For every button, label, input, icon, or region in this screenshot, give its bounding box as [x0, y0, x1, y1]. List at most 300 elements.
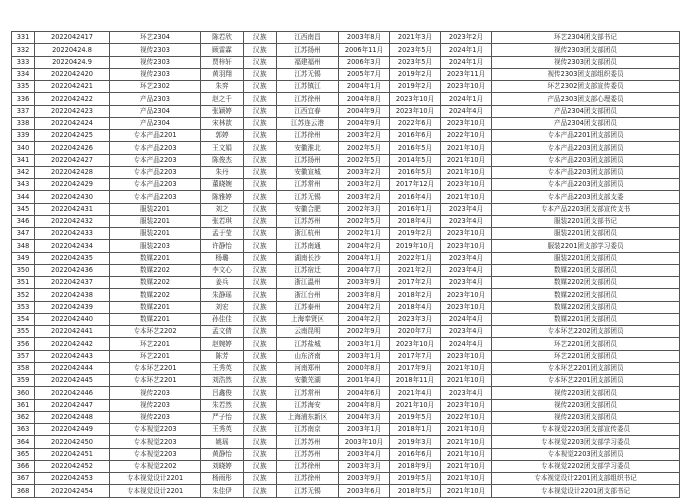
table-cell: 刘浩然: [201, 375, 244, 387]
table-row: [12, 277, 680, 289]
table-cell: 郭婷: [201, 130, 244, 142]
table-cell: 宋林歆: [201, 117, 244, 129]
table-cell: 杨璐: [201, 252, 244, 264]
table-cell: 2022年6月: [390, 117, 441, 129]
table-cell: 352: [12, 289, 35, 301]
table-row: [12, 56, 680, 68]
table-row: [12, 105, 680, 117]
table-cell: 2002年5月: [339, 142, 390, 154]
table-row: [12, 473, 680, 485]
table-cell: 2022042435: [35, 252, 110, 264]
table-cell: 环艺2201: [110, 350, 201, 362]
table-cell: 服装2201: [110, 203, 201, 215]
table-cell: 汉族: [244, 277, 277, 289]
table-cell: 环艺2201团支部团员: [492, 350, 680, 362]
table-row: [12, 387, 680, 399]
table-cell: 2003年10月: [339, 436, 390, 448]
table-cell: 351: [12, 277, 35, 289]
table-cell: 朱若然: [201, 399, 244, 411]
table-cell: 2023年10月: [441, 228, 492, 240]
table-cell: 专本产品2201: [110, 130, 201, 142]
table-cell: 朱静瑶: [201, 289, 244, 301]
table-cell: 2022042444: [35, 362, 110, 374]
table-cell: 汉族: [244, 264, 277, 276]
table-cell: 江苏南通: [277, 240, 339, 252]
table-row: [12, 154, 680, 166]
table-cell: 2022042441: [35, 326, 110, 338]
table-cell: 江苏无锡: [277, 485, 339, 497]
table-cell: 2023年10月: [441, 301, 492, 313]
table-cell: 2003年2月: [339, 130, 390, 142]
table-cell: 2021年10月: [441, 166, 492, 178]
table-cell: 朱丹: [201, 166, 244, 178]
table-cell: 340: [12, 142, 35, 154]
table-cell: 2004年6月: [339, 387, 390, 399]
table-cell: 2023年10月: [390, 338, 441, 350]
table-cell: 2018年4月: [390, 301, 441, 313]
table-cell: 数媒2202团支部团员: [492, 289, 680, 301]
table-cell: 陈芳: [201, 350, 244, 362]
table-cell: 董晓婉: [201, 179, 244, 191]
table-cell: 2022042428: [35, 166, 110, 178]
table-cell: 2022042423: [35, 105, 110, 117]
table-cell: 赵婉婷: [201, 338, 244, 350]
table-cell: 349: [12, 252, 35, 264]
table-cell: 姚瑶: [201, 436, 244, 448]
table-cell: 355: [12, 326, 35, 338]
table-cell: 汉族: [244, 350, 277, 362]
table-cell: 专本环艺2202: [110, 326, 201, 338]
table-cell: 专本产品2203团支部团员: [492, 179, 680, 191]
table-cell: 2004年2月: [339, 240, 390, 252]
table-cell: 2022年10月: [441, 411, 492, 423]
table-cell: 357: [12, 350, 35, 362]
table-cell: 视传2303团支部组织委员: [492, 68, 680, 80]
table-cell: 2016年5月: [390, 166, 441, 178]
table-row: [12, 313, 680, 325]
table-cell: 2016年6月: [390, 448, 441, 460]
table-cell: 333: [12, 56, 35, 68]
table-row: [12, 130, 680, 142]
table-cell: 环艺2302: [110, 81, 201, 93]
table-cell: 数媒2202: [110, 277, 201, 289]
table-cell: 数媒2201团支部团员: [492, 264, 680, 276]
table-cell: 汉族: [244, 68, 277, 80]
table-cell: 专本视觉2203团支部宣传委员: [492, 424, 680, 436]
table-cell: 视传2203团支部团员: [492, 399, 680, 411]
table-cell: 专本环艺2201: [110, 362, 201, 374]
table-row: [12, 289, 680, 301]
table-cell: 2018年4月: [390, 215, 441, 227]
table-cell: 350: [12, 264, 35, 276]
table-cell: 汉族: [244, 387, 277, 399]
table-cell: 2022042443: [35, 350, 110, 362]
table-cell: 服装2201: [110, 228, 201, 240]
table-cell: 342: [12, 166, 35, 178]
table-row: [12, 203, 680, 215]
table-cell: 2003年1月: [339, 338, 390, 350]
table-cell: 2016年5月: [390, 142, 441, 154]
table-cell: 337: [12, 105, 35, 117]
table-cell: 345: [12, 203, 35, 215]
table-cell: 2018年2月: [390, 289, 441, 301]
table-cell: 2004年2月: [339, 301, 390, 313]
table-cell: 2021年10月: [441, 154, 492, 166]
table-cell: 2022042447: [35, 399, 110, 411]
table-cell: 2022042430: [35, 191, 110, 203]
table-cell: 数媒2201: [110, 301, 201, 313]
table-cell: 专本产品2203: [110, 179, 201, 191]
table-cell: 2001年4月: [339, 375, 390, 387]
table-cell: 贾梓轩: [201, 56, 244, 68]
table-cell: 2018年5月: [390, 485, 441, 497]
table-cell: 339: [12, 130, 35, 142]
table-row: [12, 142, 680, 154]
table-cell: 2019年2月: [390, 68, 441, 80]
table-cell: 山东济南: [277, 350, 339, 362]
table-cell: 陈雅婷: [201, 191, 244, 203]
table-cell: 上海浦东新区: [277, 411, 339, 423]
table-cell: 江苏常州: [277, 387, 339, 399]
table-cell: 2023年4月: [441, 277, 492, 289]
table-cell: 2018年11月: [390, 375, 441, 387]
table-cell: 2004年8月: [339, 93, 390, 105]
table-cell: 2003年2月: [339, 179, 390, 191]
table-cell: 产品2304: [110, 105, 201, 117]
table-cell: 张若琪: [201, 215, 244, 227]
table-cell: 2003年9月: [339, 277, 390, 289]
table-cell: 2017年9月: [390, 362, 441, 374]
table-cell: 2022年10月: [441, 130, 492, 142]
table-row: [12, 93, 680, 105]
table-cell: 2023年4月: [441, 203, 492, 215]
table-row: [12, 350, 680, 362]
table-cell: 2022042439: [35, 301, 110, 313]
table-cell: 2018年9月: [390, 460, 441, 472]
table-cell: 孙佳佳: [201, 313, 244, 325]
table-cell: 2023年4月: [441, 252, 492, 264]
table-cell: 江苏连云港: [277, 117, 339, 129]
table-cell: 2022042421: [35, 81, 110, 93]
table-cell: 汉族: [244, 411, 277, 423]
table-cell: 江苏徐州: [277, 130, 339, 142]
table-row: [12, 485, 680, 497]
table-cell: 2022042426: [35, 142, 110, 154]
table-cell: 汉族: [244, 154, 277, 166]
table-cell: 江苏徐州: [277, 93, 339, 105]
table-cell: 2002年9月: [339, 326, 390, 338]
table-cell: 2004年1月: [339, 81, 390, 93]
table-cell: 汉族: [244, 289, 277, 301]
table-cell: 河南郑州: [277, 362, 339, 374]
table-cell: 2002年3月: [339, 203, 390, 215]
table-cell: 汉族: [244, 362, 277, 374]
table-cell: 江苏泰州: [277, 301, 339, 313]
table-cell: 344: [12, 191, 35, 203]
table-row: [12, 228, 680, 240]
table-cell: 2022042429: [35, 179, 110, 191]
table-row: [12, 32, 680, 44]
table-cell: 专本视觉2203: [110, 448, 201, 460]
table-cell: 专本视觉设计2201团支部书记: [492, 485, 680, 497]
table-cell: 2004年9月: [339, 117, 390, 129]
table-cell: 358: [12, 362, 35, 374]
table-cell: 2023年4月: [441, 264, 492, 276]
table-row: [12, 362, 680, 374]
table-row: [12, 448, 680, 460]
table-cell: 浙江台州: [277, 289, 339, 301]
table-cell: 2023年10月: [441, 117, 492, 129]
table-cell: 数媒2201: [110, 313, 201, 325]
table-cell: 2023年4月: [441, 215, 492, 227]
table-cell: 数媒2201: [110, 252, 201, 264]
table-cell: 367: [12, 473, 35, 485]
table-cell: 服装2203: [110, 240, 201, 252]
table-cell: 2017年12月: [390, 179, 441, 191]
table-cell: 2000年8月: [339, 362, 390, 374]
table-cell: 黄羽翔: [201, 68, 244, 80]
table-cell: 2004年1月: [339, 252, 390, 264]
table-cell: 2004年2月: [339, 313, 390, 325]
table-cell: 专本视觉2203团支部学习委员: [492, 436, 680, 448]
table-cell: 专本视觉设计2201: [110, 473, 201, 485]
table-cell: 360: [12, 387, 35, 399]
table-cell: 视传2303: [110, 44, 201, 56]
table-cell: 332: [12, 44, 35, 56]
table-cell: 2023年5月: [390, 56, 441, 68]
table-cell: 专本视觉2202团支部学习委员: [492, 460, 680, 472]
table-cell: 许静怡: [201, 240, 244, 252]
table-cell: 2023年10月: [441, 399, 492, 411]
table-cell: 2004年3月: [339, 411, 390, 423]
table-cell: 2021年10月: [441, 485, 492, 497]
table-cell: 安徽芜湖: [277, 375, 339, 387]
table-cell: 2021年10月: [441, 460, 492, 472]
table-cell: 专本环艺2202团支部团员: [492, 326, 680, 338]
table-cell: 视传2303: [110, 68, 201, 80]
table-cell: 江苏苏州: [277, 215, 339, 227]
table-cell: 2017年7月: [390, 350, 441, 362]
table-cell: 江苏无锡: [277, 191, 339, 203]
table-cell: 348: [12, 240, 35, 252]
table-cell: 汉族: [244, 424, 277, 436]
table-row: [12, 252, 680, 264]
table-cell: 上海奉贤区: [277, 313, 339, 325]
table-cell: 数媒2201团支部团员: [492, 313, 680, 325]
table-cell: 专本视觉2203团支部团员: [492, 448, 680, 460]
table-cell: 张颖婷: [201, 105, 244, 117]
table-cell: 产品2304团支部团员: [492, 105, 680, 117]
table-cell: 2021年10月: [441, 473, 492, 485]
table-cell: 吕鑫俊: [201, 387, 244, 399]
table-cell: 2022年1月: [390, 252, 441, 264]
table-cell: 2004年7月: [339, 264, 390, 276]
table-cell: 姜兵: [201, 277, 244, 289]
table-cell: 江苏无锡: [277, 68, 339, 80]
table-cell: 2003年3月: [339, 460, 390, 472]
table-cell: 汉族: [244, 240, 277, 252]
table-cell: 2024年4月: [441, 105, 492, 117]
table-cell: 专本产品2203: [110, 142, 201, 154]
table-cell: 2003年1月: [339, 350, 390, 362]
table-row: [12, 240, 680, 252]
table-cell: 黄静怡: [201, 448, 244, 460]
table-cell: 2003年6月: [339, 485, 390, 497]
table-cell: 2021年10月: [441, 424, 492, 436]
table-cell: 2021年3月: [390, 32, 441, 44]
table-cell: 专本视觉2203: [110, 436, 201, 448]
table-cell: 环艺2304团支部书记: [492, 32, 680, 44]
table-cell: 335: [12, 81, 35, 93]
table-cell: 2019年3月: [390, 436, 441, 448]
table-cell: 汉族: [244, 142, 277, 154]
table-cell: 视传2203团支部团员: [492, 387, 680, 399]
table-cell: 视传2303: [110, 56, 201, 68]
table-cell: 2002年1月: [339, 228, 390, 240]
table-cell: 汉族: [244, 313, 277, 325]
table-cell: 2021年2月: [390, 264, 441, 276]
table-cell: 顾雷霖: [201, 44, 244, 56]
table-cell: 专本产品2203团支部团员: [492, 142, 680, 154]
table-cell: 2022042425: [35, 130, 110, 142]
table-cell: 孟文倩: [201, 326, 244, 338]
table-cell: 专本视觉2203: [110, 424, 201, 436]
table-cell: 产品2304: [110, 117, 201, 129]
table-cell: 2021年10月: [441, 436, 492, 448]
table-cell: 湖南长沙: [277, 252, 339, 264]
table-row: [12, 460, 680, 472]
table-cell: 2023年4月: [441, 326, 492, 338]
table-cell: 汉族: [244, 301, 277, 313]
table-cell: 孟于莹: [201, 228, 244, 240]
table-cell: 2024年1月: [441, 56, 492, 68]
table-cell: 2016年6月: [390, 130, 441, 142]
table-cell: 汉族: [244, 81, 277, 93]
table-cell: 专本产品2203团支部团员: [492, 154, 680, 166]
table-cell: 安徽宣城: [277, 166, 339, 178]
table-cell: 2019年5月: [390, 411, 441, 423]
table-cell: 2006年3月: [339, 56, 390, 68]
table-cell: 汉族: [244, 93, 277, 105]
table-cell: 2023年11月: [441, 68, 492, 80]
table-cell: 353: [12, 301, 35, 313]
table-cell: 2021年10月: [390, 399, 441, 411]
table-cell: 汉族: [244, 56, 277, 68]
table-cell: 陈俊杰: [201, 154, 244, 166]
table-cell: 汉族: [244, 105, 277, 117]
table-cell: 汉族: [244, 117, 277, 129]
table-cell: 2002年5月: [339, 154, 390, 166]
table-cell: 刘之: [201, 203, 244, 215]
table-row: [12, 301, 680, 313]
table-cell: 2003年2月: [339, 191, 390, 203]
table-cell: 2016年1月: [390, 203, 441, 215]
table-cell: 汉族: [244, 179, 277, 191]
table-cell: 2022042427: [35, 154, 110, 166]
table-row: [12, 436, 680, 448]
table-cell: 杨雨彤: [201, 473, 244, 485]
table-cell: 汉族: [244, 436, 277, 448]
table-cell: 364: [12, 436, 35, 448]
table-cell: 专本产品2203团支部团员: [492, 166, 680, 178]
table-cell: 江苏扬州: [277, 154, 339, 166]
table-cell: 2014年5月: [390, 154, 441, 166]
table-cell: 2018年1月: [390, 424, 441, 436]
table-cell: 专本视觉设计2201: [110, 485, 201, 497]
roster-table: [11, 31, 680, 498]
table-cell: 2022042437: [35, 277, 110, 289]
table-cell: 汉族: [244, 485, 277, 497]
table-cell: 2022042442: [35, 338, 110, 350]
table-cell: 2022042424: [35, 117, 110, 129]
table-cell: 专本视觉2202: [110, 460, 201, 472]
table-row: [12, 44, 680, 56]
table-cell: 2024年4月: [441, 313, 492, 325]
table-cell: 2005年7月: [339, 68, 390, 80]
table-cell: 361: [12, 399, 35, 411]
table-cell: 2023年10月: [390, 105, 441, 117]
table-cell: 赵之千: [201, 93, 244, 105]
table-cell: 汉族: [244, 203, 277, 215]
table-row: [12, 166, 680, 178]
table-cell: 2021年4月: [390, 387, 441, 399]
table-cell: 安徽合肥: [277, 203, 339, 215]
table-cell: 李文心: [201, 264, 244, 276]
table-cell: 2003年9月: [339, 473, 390, 485]
table-cell: 江苏苏州: [277, 436, 339, 448]
table-cell: 王秀英: [201, 424, 244, 436]
table-cell: 视传2203: [110, 387, 201, 399]
table-cell: 2022042417: [35, 32, 110, 44]
table-cell: 2002年5月: [339, 215, 390, 227]
table-cell: 视传2303团支部团员: [492, 56, 680, 68]
table-cell: 359: [12, 375, 35, 387]
table-cell: 王秀英: [201, 362, 244, 374]
table-cell: 2022042422: [35, 93, 110, 105]
table-cell: 336: [12, 93, 35, 105]
table-cell: 2021年10月: [441, 191, 492, 203]
table-row: [12, 117, 680, 129]
table-cell: 汉族: [244, 338, 277, 350]
table-cell: 368: [12, 485, 35, 497]
table-row: [12, 215, 680, 227]
table-cell: 专本产品2203: [110, 166, 201, 178]
table-cell: 江苏常州: [277, 179, 339, 191]
table-cell: 汉族: [244, 166, 277, 178]
table-cell: 331: [12, 32, 35, 44]
table-cell: 2023年10月: [441, 81, 492, 93]
table-cell: 江苏徐州: [277, 460, 339, 472]
table-cell: 专本环艺2201团支部团员: [492, 375, 680, 387]
table-cell: 2023年10月: [441, 350, 492, 362]
table-row: [12, 191, 680, 203]
table-cell: 汉族: [244, 32, 277, 44]
table-cell: 2022042452: [35, 460, 110, 472]
table-row: [12, 411, 680, 423]
table-cell: 2024年4月: [441, 338, 492, 350]
table-cell: 2022042436: [35, 264, 110, 276]
table-cell: 2019年5月: [390, 473, 441, 485]
table-cell: 服装2201团支部团员: [492, 228, 680, 240]
table-cell: 2004年9月: [339, 105, 390, 117]
table-cell: 服装2201团支部团员: [492, 252, 680, 264]
table-cell: 服装2201团支部书记: [492, 215, 680, 227]
table-cell: 产品2303团支部心理委员: [492, 93, 680, 105]
table-cell: 江苏海安: [277, 399, 339, 411]
table-cell: 2003年2月: [339, 166, 390, 178]
table-cell: 338: [12, 117, 35, 129]
table-cell: 334: [12, 68, 35, 80]
